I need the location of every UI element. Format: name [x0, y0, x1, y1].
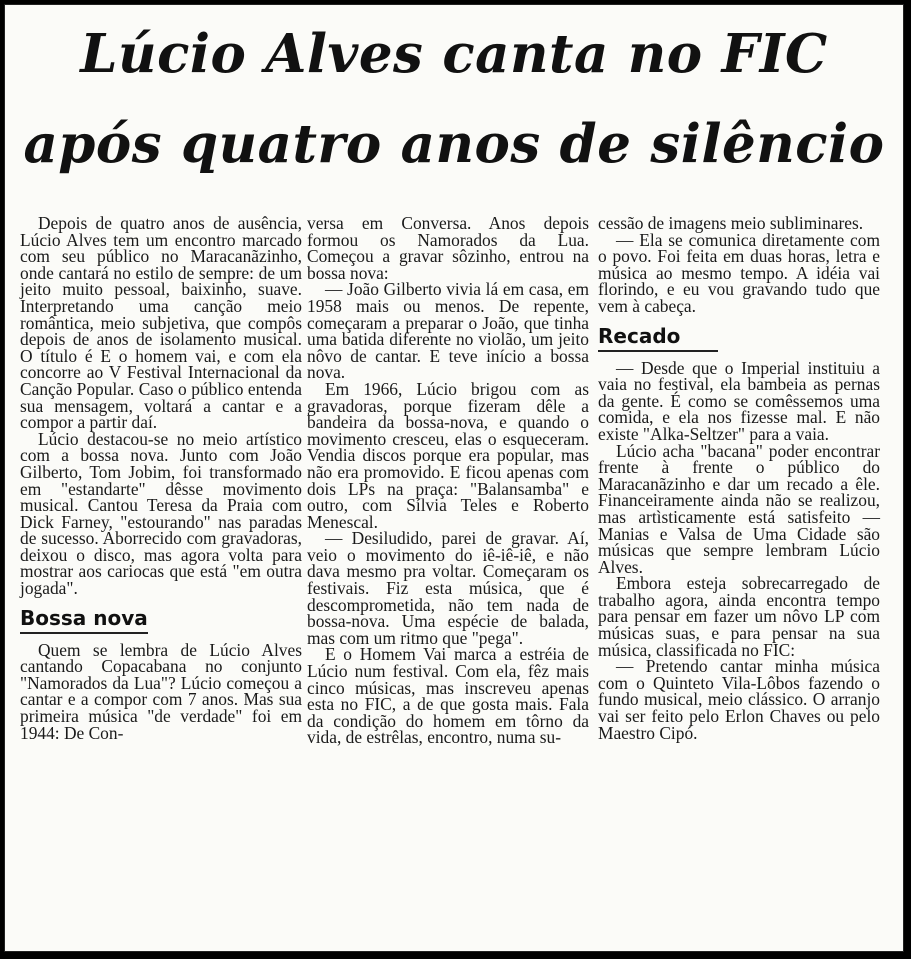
paragraph: Embora esteja sobrecarregado de trabalho agora, ainda encontra tempo para pensar em fazer um nôvo LP com músicas suas, e para pensar na sua música, classificada no FIC: [598, 573, 880, 660]
newspaper-clipping [5, 5, 903, 951]
paragraph: Quem se lembra de Lúcio Alves cantando Copacabana no conjunto "Namorados da Lua"? Lúcio começou a cantar e a compor com 7 anos. Mas sua primeira música "de verdade" foi em 1944: De Con- [20, 639, 302, 743]
paragraph: Depois de quatro anos de ausência, Lúcio Alves tem um encontro marcado com seu público no Maracanãzinho, onde cantará no estilo de sempre: de um jeito muito pessoal, baixinho, suave. Interpretando uma canção meio romântica, meio subjetiva, que compôs depois de anos de isolamento musical. O título é E o homem vai, e com ela concorre ao V Festival Internacional da Canção Popular. Caso o público entenda sua mensagem, voltará a cantar e a compor a partir daí. [20, 213, 302, 433]
paragraph: cessão de imagens meio subliminares. [598, 213, 864, 233]
paragraph: Lúcio destacou-se no meio artístico com a bossa nova. Junto com João Gilberto, Tom Jobim, foi transformado em "estandarte" dêsse movimento musical. Cantou Teresa da Praia com Dick Farney, "estourando" nas paradas de sucesso. Aborrecido com gravadoras, deixou o disco, mas agora volta para mostrar aos cariocas que está "em outra jogada". [20, 428, 302, 599]
paragraph: — João Gilberto vivia lá em casa, em 1958 mais ou menos. De repente, começaram a preparar o João, que tinha uma batida diferente no violão, um jeito nôvo de cantar. E teve início a bossa nova. [307, 279, 589, 383]
article-column-3 [598, 215, 880, 741]
subheading-recado: Recado [598, 325, 718, 352]
paragraph: — Pretendo cantar minha música com o Quinteto Vila-Lôbos fazendo o fundo musical, meio clássico. O arranjo vai ser feito pelo Erlon Chaves ou pelo Maestro Cipó. [598, 656, 880, 743]
paragraph: — Desde que o Imperial instituiu a vaia no festival, ela bambeia as pernas da gente. É como se comêssemos uma comida, e ela nos fizesse mal. E não existe "Alka-Seltzer" para a vaia. [598, 357, 880, 444]
article-column-2 [307, 215, 589, 746]
paragraph: Lúcio acha "bacana" poder encontrar frente à frente o público do Maracanãzinho e dar um recado a êle. Financeiramente ainda não se realizou, mas artìsticamente está satisfeito — Manias e Valsa de Uma Cidade são músicas que sempre lembram Lúcio Alves. [598, 440, 880, 577]
subheading-bossa-nova: Bossa nova [20, 607, 148, 634]
paragraph: versa em Conversa. Anos depois formou os Namorados da Lua. Começou a gravar sôzinho, entrou na bossa nova: [307, 213, 589, 283]
paragraph: — Desiludido, parei de gravar. Aí, veio o movimento do iê-iê-iê, e não dava mesmo pra voltar. Começaram os festivais. Fiz esta música, que é descomprometida, não tem nada de bossa-nova. Uma espécie de balada, mas com um ritmo que "pega". [307, 528, 589, 648]
headline-line-2: após quatro anos de silêncio [23, 113, 885, 175]
paragraph: E o Homem Vai marca a estréia de Lúcio num festival. Com ela, fêz mais cinco músicas, mas inscreveu apenas esta no FIC, a de que gosta mais. Fala da condição do homem em tôrno da vida, de estrêlas, encontro, numa su- [307, 644, 589, 748]
paragraph: Em 1966, Lúcio brigou com as gravadoras, porque fizeram dêle a bandeira da bossa-nova, e quando o movimento cresceu, elas o esqueceram. Vendia discos porque era popular, mas não era promovido. E ficou apenas com dois LPs na praça: "Balansamba" e outro, com Sílvia Teles e Roberto Menescal. [307, 378, 589, 532]
headline-line-1: Lúcio Alves canta no FIC [80, 23, 828, 85]
paragraph: — Ela se comunica diretamente com o povo. Foi feita em duas horas, letra e música ao mesmo tempo. A idéia vai florindo, e eu vou gravando tudo que vem à cabeça. [598, 229, 880, 316]
article-column-1 [20, 215, 302, 741]
